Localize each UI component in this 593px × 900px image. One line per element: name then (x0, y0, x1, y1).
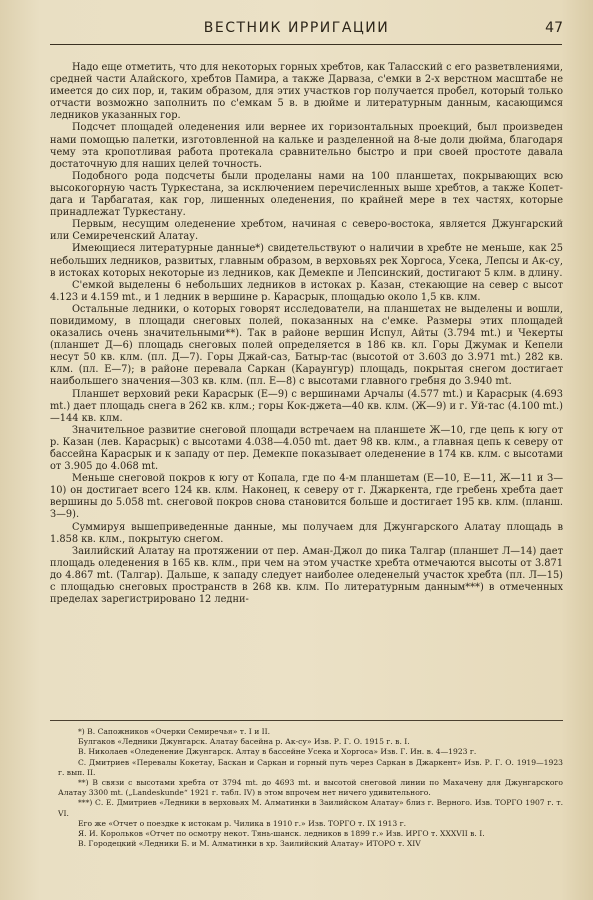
footnote: Его же «Отчет о поездке к истокам р. Чилика в 1910 г.» Изв. ТОРГО т. IX 1913 г. (78, 818, 407, 828)
header-rule (50, 44, 562, 45)
footnote: **) В связи с высотами хребта от 3794 mt. до 4693 mt. и высотой снеговой линии по Махачену для Джунгарского Алатау 3300 mt. („Landeskunde“ 1921 г. табл. IV) в этом впрочем нет ничего удивительного. (58, 778, 563, 798)
paragraph: С'емкой выделены 6 небольших ледников в истоках р. Казан, стекающие на север с высот 4.123 и 4.159 mt., и 1 ледник в вершине р. Карасрык, площадью около 1,5 кв. клм. (50, 279, 563, 303)
page-number: 47 (545, 20, 563, 36)
footnote: *) В. Сапожников «Очерки Семиречья» т. I и II. (78, 727, 271, 736)
footnote-separator (50, 720, 563, 721)
paragraph: Заилийский Алатау на протяжении от пер. Аман-Джол до пика Талгар (планшет Л—14) дает площадь оледенения в 165 кв. клм., при чем на этом участке хребта отмечаются высоты от 3.871 до 4.867 mt. (Талгар). Дальше, к западу следует наиболее оледенелый участок хребта (пл. Л—15) с площадью снеговых пространств в 268 кв. клм. По литературным данным***) в отмеченных пределах зарегистрировано 12 ледни- (50, 545, 563, 606)
footnote: В. Николаев «Оледенение Джунгарск. Алтау в бассейне Усека и Хоргоса» Изв. Г. Ин. в. 4—1923 г. (78, 747, 477, 757)
footnote: С. Дмитриев «Перевалы Кокетау, Баскан и Саркан и горный путь через Саркан в Джаркент» Изв. Р. Г. О. 1919—1923 г. вып. II. (58, 757, 563, 777)
paragraph: Планшет верховий реки Карасрык (Е—9) с вершинами Арчалы (4.577 mt.) и Карасрык (4.693 mt.) дает площадь снега в 262 кв. клм.; горы Кок-джета—40 кв. клм. (Ж—9) и г. Уй-тас (4.100 mt.)—144 кв. клм. (50, 388, 563, 424)
paragraph: Значительное развитие снеговой площади встречаем на планшете Ж—10, где цепь к югу от р. Казан (лев. Карасрык) с высотами 4.038—4.050 mt. дает 98 кв. клм., а главная цепь к северу от бассейна Карасрык и к западу от пер. Демекпе показывает оледенение в 174 кв. клм. с высотами от 3.905 до 4.068 mt. (50, 424, 563, 473)
paragraph: Остальные ледники, о которых говорят исследователи, на планшетах не выделены и вошли, повидимому, в площади снеговых полей, показанных на с'емке. Размеры этих площадей оказались очень значительными**). Так в районе вершин Испул, Айты (3.794 mt.) и Чекерты (планшет Д—6) площадь снеговых полей определяется в 186 кв. кл. Горы Джумак и Кепели несут 50 кв. клм. (пл. Д—7). Горы Джай-саз, Батыр-тас (высотой от 3.603 до 3.971 mt.) 282 кв. клм. (пл. Е—7); в районе перевала Саркан (Караунгур) площадь, покрытая снегом достигает наибольшего значения—303 кв. клм. (пл. Е—8) с высотами главного гребня до 3.940 mt. (50, 303, 563, 388)
paragraph: Подсчет площадей оледенения или вернее их горизонтальных проекций, был произведен нами помощью палетки, изготовленной на кальке и разделенной на 8-ые доли дюйма, благодаря чему эта кропотливая работа протекала сравнительно быстро и при своей простоте давала достаточную для наших целей точность. (50, 122, 563, 170)
paragraph: Первым, несущим оледенение хребтом, начиная с северо-востока, является Джунгарский или Семиреченский Алатау. (50, 219, 563, 243)
footnotes (58, 727, 563, 849)
paragraph: Суммируя вышеприведенные данные, мы получаем для Джунгарского Алатау площадь в 1.858 кв. клм., покрытую снегом. (50, 521, 563, 545)
footnote: Булгаков «Ледники Джунгарск. Алатау басейна р. Ак-су» Изв. Р. Г. О. 1915 г. в. I. (78, 737, 410, 747)
footnote: ***) С. Е. Дмитриев «Ледники в верховьях М. Алматинки в Заилийском Алатау» близ г. Верного. Изв. ТОРГО 1907 г. т. VI. (58, 798, 563, 818)
paragraph: Имеющиеся литературные данные*) свидетельствуют о наличии в хребте не меньше, как 25 небольших ледников, развитых, главным образом, в верховьях рек Хоргоса, Усека, Лепсы и Ак-су, в истоках которых некоторые из ледников, как Демекпе и Лепсинский, достигают 5 клм. в длину. (50, 243, 563, 279)
journal-title: ВЕСТНИК ИРРИГАЦИИ (203, 20, 390, 36)
paragraph: Надо еще отметить, что для некоторых горных хребтов, как Таласский с его разветвлениями, средней части Алайского, хребтов Памира, а также Дарваза, с'емки в 2-х верстном масштабе не имеется до сих пор, и, таким образом, для этих участков гор получается пробел, который только отчасти возможно заполнить по с'емкам 5 в. в дюйме и литературным данным, касающимся ледников указанных гор. (50, 62, 563, 122)
paragraph: Подобного рода подсчеты были проделаны нами на 100 планшетах, покрывающих всю высокогорную часть Туркестана, за исключением перечисленных выше хребтов, а также Копет-дага и Тарбагатая, как гор, лишенных оледенения, по крайней мере в тех частях, которые принадлежат Туркестану. (50, 170, 563, 219)
footnote: Я. И. Корольков «Отчет по осмотру некот. Тянь-шанск. ледников в 1899 г.» Изв. ИРГО т. XXXVII в. I. (78, 829, 485, 839)
footnote: В. Городецкий «Ледники Б. и М. Алматинки в хр. Заилийский Алатау» ИТОРО т. XIV (78, 839, 421, 849)
paragraph: Меньше снеговой покров к югу от Копала, где по 4-м планшетам (Е—10, Е—11, Ж—11 и З—10) он достигает всего 124 кв. клм. Наконец, к северу от г. Джаркента, где гребень хребта дает вершины до 5.058 mt. снеговой покров снова становится больше и достигает 195 кв. клм. (планш. З—9). (50, 473, 563, 521)
article-body (50, 62, 563, 606)
running-head (0, 18, 593, 40)
